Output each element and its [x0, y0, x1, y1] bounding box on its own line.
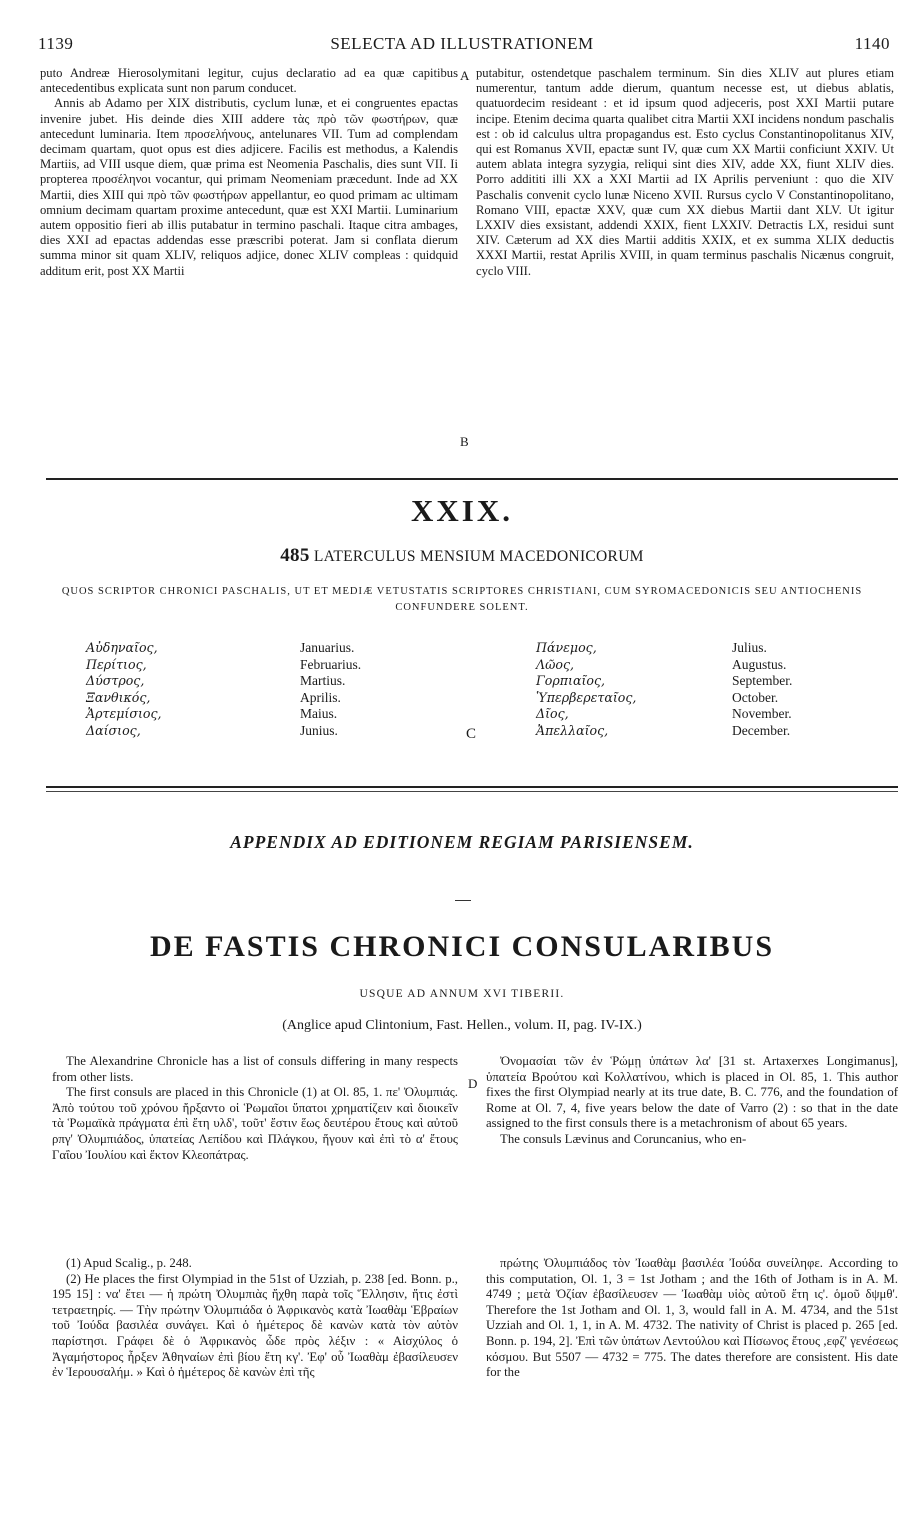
- footnote-2: (2) He places the first Olympiad in the 51st of Uzziah, p. 238 [ed. Bonn. p., 195 15] : να' ἔτει — ἡ πρώτη Ὀλυμπιὰς ἤχθη παρὰ τοῖς Ἕλλησιν, ἥτις ἐστὶ τετραετηρίς. — Τὴν πρώτην Ὀλυμπιάδα ὁ Ἀφρικανὸς κατὰ Ἰωαθὰμ Ἑβραίων τοῦ Ἰούδα βασιλέα συνάγει. Καὶ ὁ ἡμέτερος δὲ κανὼν κατὰ τὸν αὐτὸν παρίστησι. Γράφει δὲ ὁ Ἀφρικανὸς ὧδε πρὸς λέξιν : « Αἰσχύλος ὁ Ἀγαμήστορος ἦρξεν Ἀθηναίων ἐπὶ βίου ἔτη κγ'. Ἐφ' οὗ Ἰωαθὰμ ἐβασίλευσεν ἐν Ἱερουσαλήμ. » Καὶ ὁ ἡμέτερος δὲ κανὼν ἐπὶ τῆς: [52, 1271, 458, 1380]
- footnotes-right: [486, 1256, 898, 1381]
- month-latin: Aprilis.: [300, 689, 341, 705]
- month-latin: Februarius.: [300, 656, 362, 672]
- top-right-column: [476, 66, 894, 279]
- section-title-text: LATERCULUS MENSIUM MACEDONICORUM: [313, 548, 644, 565]
- month-greek: Περίτιος,: [86, 656, 147, 672]
- month-greek: Ἀρτεμίσιος,: [86, 706, 162, 722]
- month-latin: Maius.: [300, 706, 338, 722]
- title-dash: [455, 900, 471, 901]
- months-col1-latin: [300, 640, 361, 740]
- bottom-left-paragraph-1: The Alexandrine Chronicle has a list of consuls differing in many respects from other lists.: [52, 1054, 458, 1084]
- month-greek: Ἀπελλαῖος,: [536, 722, 609, 738]
- source-line: (Anglice apud Clintonium, Fast. Hellen., volum. II, pag. IV-IX.): [282, 1018, 642, 1033]
- top-right-paragraph-1: putabitur, ostendetque paschalem terminum. Sin dies XLIV aut plures etiam numerentur, tantum adde dierum, quantum necesse est, ut diebus ablatis, quatuordecim resideant : et id ipsum quod adjeceris, post XXI Martii putare incipe. Etenim decima quarta qualibet citra Martii XXI incidens nondum paschalis est : ob id calculus ultra propagandus est. Esto cyclus Constantinopolitanus XIV, qui est Romanus XVII, epactæ sunt IV, quæ cum XX Martii conficiunt XXIV. Ut autem ablata integra syzygia, reliqui sint dies XIV, adde XX, fiunt XLIV dies. Porro addititi illi XX a XXI Martii ad IX Aprilis perveniunt : quo die XIV Paschalis convenit cyclo lunæ Niceno XVII. Rursus cyclo V Constantinopolitano, Romano VIII, epactæ XXV, quæ cum XX diebus Martii dant XLV. Ut igitur LXXIV dies exsistant, addendi XXIX, fient LXXIV. Detractis LX, residui sunt XIV. Cæterum ad XX dies Martii additis XXIX, et ex summa XLIX deductis XXXI Martii, restat Aprilis XVIII, in quam terminus paschalis Nicænus congruit, cyclo VIII.: [476, 66, 894, 278]
- month-greek: Δύστρος,: [86, 673, 145, 689]
- footnotes-left: [52, 1256, 458, 1381]
- bottom-right-paragraph-2: The consuls Lævinus and Coruncanius, who en-: [500, 1131, 747, 1146]
- section-divider-top: [46, 478, 898, 480]
- top-left-paragraph-1: puto Andreæ Hierosolymitani legitur, cujus declaratio ad ea quæ capitibus antecedentibus explicata sunt non parum conducet.: [40, 66, 458, 96]
- bottom-left-paragraph-2: The first consuls are placed in this Chronicle (1) at Ol. 85, 1. πε' Ὀλυμπιάς. Ἀπὸ τούτου τοῦ χρόνου ἤρξαντο οἱ Ῥωμαῖοι ὕπατοι χρηματίζειν καὶ διοικεῖν τὰ Ῥωμαϊκὰ πράγματα ἐπὶ ἔτη υλδ', τοῦτ' ἔστιν ἕως δευτέρου ἔτους καὶ αὐτοῦ ρπγ' Ὀλυμπιάδος, ὑπατείας Λεπίδου καὶ Πλάγκου, ἥγουν καὶ ἐπὶ τὸ α' ἔτους Γαΐου Ἰουλίου καὶ ἕκτον Κλεοπάτρας.: [52, 1085, 458, 1162]
- margin-marker-a: A: [460, 68, 470, 83]
- months-col2-latin: [732, 640, 792, 740]
- month-greek: Αὐδηναῖος,: [86, 640, 158, 655]
- months-col2-greek: [536, 640, 636, 740]
- months-col1-greek: [86, 640, 162, 740]
- top-left-column: [40, 66, 458, 279]
- month-latin: Januarius.: [300, 640, 355, 655]
- month-greek: Δῖος,: [536, 706, 569, 722]
- month-latin: Augustus.: [732, 656, 787, 672]
- bottom-left-column: [52, 1054, 458, 1163]
- section-divider-bottom-thin: [46, 791, 898, 792]
- month-latin: October.: [732, 689, 779, 705]
- month-greek: Λῶος,: [536, 656, 575, 672]
- running-title: SELECTA AD ILLUSTRATIONEM: [330, 34, 594, 53]
- month-latin: September.: [732, 673, 793, 689]
- column-number: 485: [280, 545, 310, 566]
- appendix-title: APPENDIX AD EDITIONEM REGIAM PARISIENSEM.: [230, 832, 694, 852]
- section-subtitle: QUOS SCRIPTOR CHRONICI PASCHALIS, UT ET MEDIÆ VETUSTATIS SCRIPTORES CHRISTIANI, CUM SYROMACEDONICIS SEU ANTIOCHENIS CONFUNDERE SOLENT.: [61, 586, 863, 613]
- month-greek: Ὑπερβερεταῖος,: [536, 689, 637, 705]
- month-greek: Ξανθικός,: [86, 689, 151, 705]
- month-latin: November.: [732, 706, 792, 722]
- footnote-1: (1) Apud Scalig., p. 248.: [66, 1256, 192, 1270]
- month-latin: Martius.: [300, 673, 346, 689]
- bottom-right-column: [486, 1054, 898, 1148]
- month-latin: Junius.: [300, 722, 338, 738]
- top-left-paragraph-2: Annis ab Adamo per XIX distributis, cyclum lunæ, et ei congruentes epactas invenire jubet. His deinde dies XIII addere τὰς πρὸ τῶν φωστήρων, quæ antecedunt luminaria. Item προσελήνους, antelunares VII. Tum ad complendam decimam quartam, quot opus est dies adjicere. Facilis est methodus, a Kalendis Martiis, ad VIII usque diem, quæ prima est Neomenia Paschalis, dies sunt VII. Ii propterea προσέληνοι vocantur, qui primam Neomeniam præcedunt. Inde ad XX Martii, dies XIII qui πρὸ τῶν φωστήρων appellantur, eo quod primam ac ultimam omnium decimam quartam proxime antecedunt, quæ est XXI Martii. Luminarium autem oppositio fieri ab illis putabatur in termino paschali. Itaque citra ambages, dies XXI ad epactas addendas esse præscribi poterat. Jam si conflata dierum summa minor sit quam XLIV, reliquos adjice, donec XLIV compleas : quidquid additum erit, post XX Martii: [40, 96, 458, 278]
- section-divider-bottom: [46, 786, 898, 788]
- section-number: XXIX.: [411, 493, 513, 528]
- month-greek: Γορπιαῖος,: [536, 673, 606, 689]
- main-title: DE FASTIS CHRONICI CONSULARIBUS: [149, 930, 775, 963]
- month-greek: Πάνεμος,: [536, 640, 597, 655]
- margin-marker-c: C: [466, 726, 477, 742]
- margin-marker-b: B: [460, 434, 469, 449]
- month-latin: December.: [732, 722, 791, 738]
- footnote-2-continued: πρώτης Ὀλυμπιάδος τὸν Ἰωαθὰμ βασιλέα Ἰούδα συνείληφε. According to this computation, Ol. 1, 3 = 1st Jotham ; and the 16th of Jotham is in A. M. 4749 ; μετὰ Ὀζίαν ἐβασίλευσεν — Ἰωαθὰμ υἱὸς αὐτοῦ ἔτη ις'. ὁμοῦ δψμθ'. Therefore the 1st Jotham and Ol. 1, 3, would fall in A. M. 4734, and the 51st Uzziah and Ol. 1, 1, in A. M. 4732. The nativity of Christ is placed p. 265 [ed. Bonn. p. 194, 2]. Ἐπὶ τῶν ὑπάτων Λεντούλου καὶ Πίσωνος ἔτους ,εφζ' γενέσεως κόσμου. But 5507 — 4732 = 775. The dates therefore are consistent. His date for the: [486, 1256, 898, 1380]
- page-number-right: 1140: [854, 34, 890, 53]
- margin-marker-d: D: [468, 1076, 478, 1091]
- section-title: [0, 545, 924, 567]
- month-greek: Δαίσιος,: [86, 722, 141, 738]
- bottom-right-paragraph-1: Ὀνομασίαι τῶν ἐν Ῥώμῃ ὑπάτων λα' [31 st. Artaxerxes Longimanus], ὑπατεία Βρούτου καὶ Κολλατίνου, which is placed in Ol. 85, 1. This author fixes the first Olympiad nearly at its true date, B. C. 776, and the foundation of Rome at Ol. 7, 4, five years below the date of Varro (2) : so that in the date assigned to the first consuls there is a metachronism of about 65 years.: [486, 1054, 898, 1131]
- main-subtitle: USQUE AD ANNUM XVI TIBERII.: [359, 988, 565, 1000]
- page-number-left: 1139: [38, 34, 74, 53]
- month-latin: Julius.: [732, 640, 767, 655]
